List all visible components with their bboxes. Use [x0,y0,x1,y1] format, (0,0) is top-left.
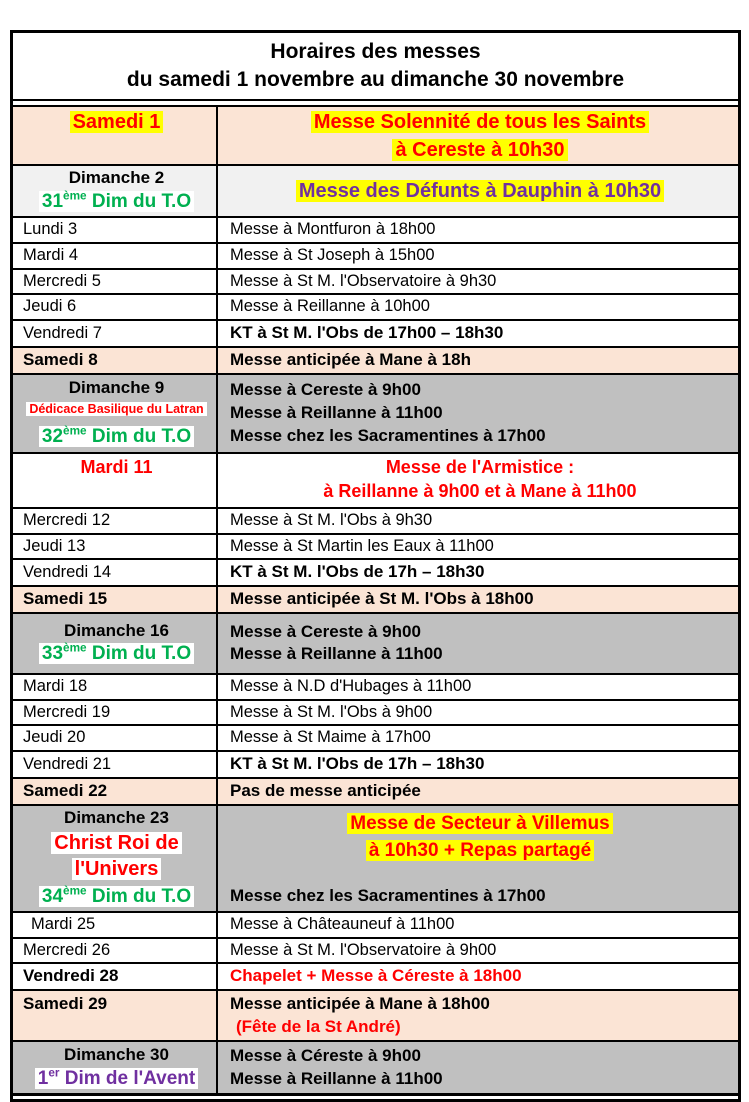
text-line [23,190,210,215]
row-mercredi-5 [13,270,738,296]
row-samedi-1 [13,107,738,166]
text-line [230,425,730,448]
date-cell [13,348,218,373]
date-cell [13,806,218,911]
date-label: Samedi 29 [23,994,108,1014]
event-text: à 10h30 + Repas partagé [366,840,594,861]
date-label: Vendredi 21 [23,754,112,773]
events-cell [218,454,738,507]
events-cell [218,939,738,963]
schedule-body [13,105,738,1096]
text-line [230,780,730,803]
page-subtitle: du samedi 1 novembre au dimanche 30 novembre [126,67,625,91]
date-label: Dimanche 30 [64,1045,169,1065]
row-jeudi-6 [13,295,738,321]
event-text: Messe à N.D d'Hubages à 11h00 [230,676,472,695]
text-line [23,702,210,724]
events-cell [218,701,738,725]
row-dimanche-16 [13,614,738,675]
date-cell [13,779,218,804]
events-cell [218,321,738,346]
date-label: Samedi 22 [23,781,108,801]
date-label: Mardi 18 [23,676,88,695]
date-label: Lundi 3 [23,219,78,238]
event-text: Messe à Châteauneuf à 11h00 [230,914,455,933]
row-mardi-18 [13,675,738,701]
row-jeudi-13 [13,535,738,561]
event-text: Messe à Reillanne à 11h00 [230,402,443,422]
date-cell [13,375,218,452]
text-line [23,271,210,293]
event-text: Messe anticipée à Mane à 18h [230,349,471,369]
text-line [230,965,730,988]
date-label: Mardi 25 [31,914,96,933]
text-line [23,510,210,532]
date-label: Samedi 15 [23,589,108,609]
row-dimanche-23 [13,806,738,913]
events-cell [218,295,738,319]
text-line [23,780,210,803]
row-vendredi-21 [13,752,738,779]
text-line [230,753,730,776]
event-text: Messe à Cereste à 9h00 [230,380,421,399]
text-line [230,914,730,936]
date-label: Mercredi 26 [23,940,111,959]
text-line [230,402,730,425]
text-line [23,940,210,962]
event-text: KT à St M. l'Obs de 17h – 18h30 [230,562,485,582]
event-text: à Reillanne à 9h00 et à Mane à 11h00 [323,481,637,502]
event-text: Messe anticipée à St M. l'Obs à 18h00 [230,589,534,609]
text-line [230,621,730,644]
text-line [230,219,730,241]
date-cell [13,107,218,164]
events-cell [218,726,738,750]
events-cell [218,535,738,559]
date-cell [13,454,218,507]
text-line [230,109,730,135]
event-text: Messe à St Martin les Eaux à 11h00 [230,536,494,555]
text-line [230,245,730,267]
text-line [23,245,210,267]
events-cell [218,587,738,612]
date-cell [13,560,218,585]
event-text: Messe des Défunts à Dauphin à 10h30 [296,180,664,202]
event-text: Messe à St M. l'Observatoire à 9h00 [230,940,497,959]
events-cell [218,509,738,533]
events-cell [218,806,738,911]
text-line [23,109,210,135]
text-line [230,702,730,724]
events-cell [218,270,738,294]
date-label: Samedi 1 [70,111,164,133]
text-line [230,178,730,204]
text-line [23,167,210,190]
event-text: Messe à St M. l'Obs à 9h00 [230,702,433,721]
date-cell [13,939,218,963]
date-label: Mardi 4 [23,245,79,264]
row-samedi-29 [13,991,738,1042]
date-label: Jeudi 20 [23,728,86,747]
events-cell [218,991,738,1040]
events-cell [218,1042,738,1093]
date-label: Mardi 11 [80,456,153,477]
text-line [230,349,730,372]
event-text: Messe de Secteur à Villemus [347,813,612,834]
text-line [230,676,730,698]
text-line [23,399,210,420]
row-dimanche-2 [13,166,738,217]
event-text: Messe Solennité de tous les Saints [311,111,649,133]
text-line [230,1068,730,1091]
text-line [23,323,210,345]
text-line [230,510,730,532]
table-header [13,33,738,101]
row-dimanche-9 [13,375,738,454]
date-label: Mercredi 5 [23,271,101,290]
row-samedi-15 [13,587,738,614]
row-vendredi-28 [13,964,738,991]
text-line [230,588,730,611]
text-line [230,1016,730,1039]
date-label: Jeudi 13 [23,536,86,555]
row-mardi-4 [13,244,738,270]
text-line [23,993,210,1016]
text-line [230,536,730,558]
date-label: Dédicace Basilique du Latran [26,402,206,416]
date-label: l'Univers [72,858,162,880]
date-cell [13,675,218,699]
text-line [23,676,210,698]
text-line [23,965,210,988]
text-line [230,271,730,293]
text-line [230,322,730,345]
text-line [23,727,210,749]
text-line [23,856,210,882]
event-text: KT à St M. l'Obs de 17h – 18h30 [230,754,485,774]
date-label: 33ème Dim du T.O [39,643,194,664]
date-cell [13,270,218,294]
event-text: (Fête de la St André) [236,1017,401,1037]
text-line [230,812,730,837]
event-text: à Cereste à 10h30 [392,139,567,161]
text-line [230,727,730,749]
date-cell [13,587,218,612]
events-cell [218,614,738,673]
date-cell [13,321,218,346]
text-line [230,940,730,962]
date-label: Jeudi 6 [23,297,77,316]
event-text: Messe à St M. l'Obs à 9h30 [230,510,433,529]
text-line [23,219,210,241]
text-line [230,839,730,864]
date-cell [13,218,218,242]
date-label: 34ème Dim du T.O [39,886,194,907]
date-label: Vendredi 28 [23,966,119,986]
date-cell [13,964,218,989]
text-line [23,588,210,611]
row-vendredi-14 [13,560,738,587]
event-text: Messe à Céreste à 9h00 [230,1045,421,1065]
events-cell [218,964,738,989]
text-line [23,425,210,450]
event-text: KT à St M. l'Obs de 17h00 – 18h30 [230,323,504,343]
text-line [23,885,210,910]
date-label: 1er Dim de l'Avent [35,1068,199,1089]
events-cell [218,375,738,452]
text-line [230,885,730,908]
text-line [230,379,730,402]
text-line [23,830,210,856]
date-label: Christ Roi de [51,832,181,854]
event-text: Messe à St Joseph à 15h00 [230,245,435,264]
text-line [230,296,730,318]
text-line [23,620,210,643]
row-mardi-11 [13,454,738,509]
date-label: Vendredi 14 [23,562,112,581]
row-lundi-3 [13,218,738,244]
row-vendredi-7 [13,321,738,348]
events-cell [218,218,738,242]
date-cell [13,1042,218,1093]
event-text: Messe chez les Sacramentines à 17h00 [230,425,546,445]
event-text: Chapelet + Messe à Céreste à 18h00 [230,966,522,986]
text-line [23,296,210,318]
row-mercredi-19 [13,701,738,727]
text-line [23,562,210,584]
date-cell [13,535,218,559]
date-cell [13,614,218,673]
row-samedi-8 [13,348,738,375]
date-cell [13,701,218,725]
date-cell [13,991,218,1040]
event-text: Messe à St M. l'Observatoire à 9h30 [230,271,497,290]
text-line [230,137,730,163]
text-line [23,807,210,830]
event-text: Messe à Reillanne à 11h00 [230,644,443,664]
event-text: Pas de messe anticipée [230,781,421,801]
text-line [23,456,210,480]
text-line [230,456,730,480]
event-text: Messe de l'Armistice : [385,457,575,478]
events-cell [218,166,738,215]
date-cell [13,509,218,533]
text-line [23,1067,210,1092]
date-cell [13,295,218,319]
text-line [23,754,210,776]
events-cell [218,107,738,164]
text-line [23,642,210,667]
text-line [230,480,730,504]
event-text: Messe anticipée à Mane à 18h00 [230,994,490,1014]
date-cell [13,913,218,937]
event-text: Messe à Montfuron à 18h00 [230,219,436,238]
event-text: Messe à Reillanne à 10h00 [230,297,430,316]
events-cell [218,675,738,699]
date-label: Mercredi 12 [23,510,111,529]
text-line [230,993,730,1016]
row-mercredi-26 [13,939,738,965]
text-line [230,561,730,584]
text-line [23,1044,210,1067]
date-label: Dimanche 2 [68,168,165,188]
events-cell [218,348,738,373]
row-mardi-25 [13,913,738,939]
events-cell [218,752,738,777]
row-dimanche-30 [13,1042,738,1093]
text-line [23,349,210,372]
page-title: Horaires des messes [270,40,481,63]
date-cell [13,752,218,777]
row-jeudi-20 [13,726,738,752]
text-line [23,536,210,558]
event-text: Messe chez les Sacramentines à 17h00 [230,886,546,906]
text-line [23,377,210,400]
date-label: Vendredi 7 [23,323,102,342]
text-line [230,643,730,666]
event-text: Messe à Reillanne à 11h00 [230,1068,443,1088]
date-cell [13,726,218,750]
date-label: Samedi 8 [23,349,98,369]
row-samedi-22 [13,779,738,806]
date-label: Dimanche 9 [68,377,165,397]
date-cell [13,166,218,215]
events-cell [218,244,738,268]
text-line [230,1045,730,1068]
date-cell [13,244,218,268]
mass-schedule-table [10,30,741,1102]
date-label: Dimanche 16 [64,620,169,640]
date-label: Dimanche 23 [64,808,169,828]
events-cell [218,913,738,937]
row-mercredi-12 [13,509,738,535]
event-text: Messe à Cereste à 9h00 [230,621,421,641]
text-line [23,914,210,936]
event-text: Messe à St Maime à 17h00 [230,728,431,747]
events-cell [218,779,738,804]
events-cell [218,560,738,585]
date-label: Mercredi 19 [23,702,111,721]
date-label: 32ème Dim du T.O [39,426,194,447]
date-label: 31ème Dim du T.O [39,191,194,212]
